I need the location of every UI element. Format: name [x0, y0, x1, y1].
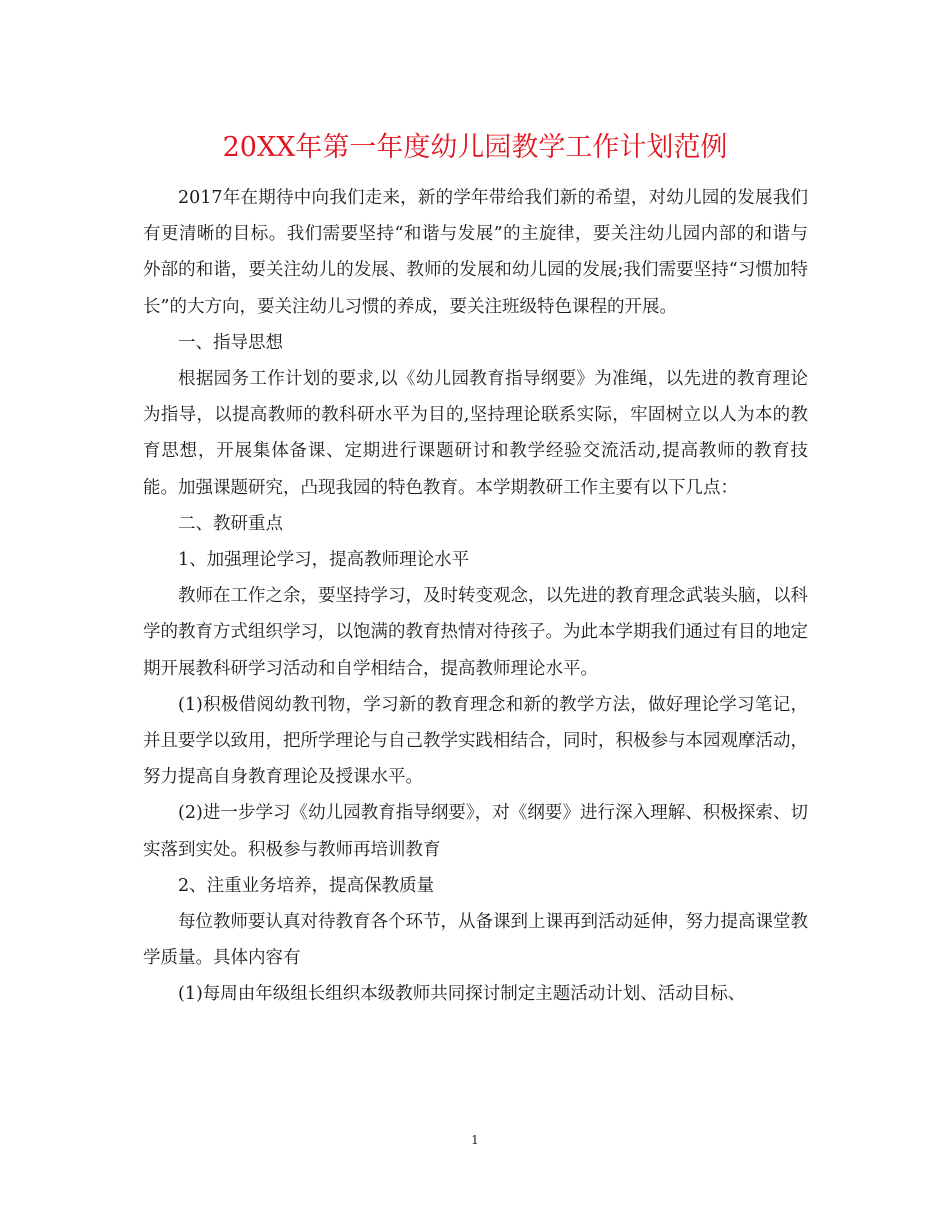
- list-item-2: (2)进一步学习《幼儿园教育指导纲要》，对《纲要》进行深入理解、积极探索、切实落到实处。积极参与教师再培训教育: [143, 803, 808, 860]
- subheading-business-training: 2、注重业务培养，提高保教质量: [178, 875, 435, 896]
- paragraph-guiding-ideology: 根据园务工作计划的要求,以《幼儿园教育指导纲要》为准绳，以先进的教育理论为指导，以提高教师的教科研水平为目的,坚持理论联系实际，牢固树立以人为本的教育思想，开展集体备课、定期进行课题研讨和教学经验交流活动,提高教师的教育技能。加强课题研究，凸现我园的特色教育。本学期教研工作主要有以下几点：: [143, 369, 808, 498]
- page-number: 1: [471, 1133, 479, 1147]
- paragraph-business-training: 每位教师要认真对待教育各个环节，从备课到上课再到活动延伸，努力提高课堂教学质量。具体内容有: [143, 912, 808, 969]
- subheading-theory-study: 1、加强理论学习，提高教师理论水平: [178, 550, 470, 571]
- document-title: 20XX年第一年度幼儿园教学工作计划范例: [222, 132, 728, 163]
- paragraph-theory-study: 教师在工作之余，要坚持学习，及时转变观念，以先进的教育理念武装头脑，以科学的教育方式组织学习，以饱满的教育热情对待孩子。为此本学期我们通过有目的地定期开展教科研学习活动和自学相结合，提高教师理论水平。: [143, 586, 808, 679]
- list-item-1: (1)积极借阅幼教刊物，学习新的教育理念和新的教学方法，做好理论学习笔记，并且要学以致用，把所学理论与自己教学实践相结合，同时，积极参与本园观摩活动，努力提高自身教育理论及授课水平。: [143, 694, 808, 788]
- document-body: [143, 180, 808, 1013]
- heading-guiding-ideology: 一、指导思想: [178, 332, 283, 353]
- list-item-3: (1)每周由年级组长组织本级教师共同探讨制定主题活动计划、活动目标、: [178, 984, 746, 1005]
- paragraph-intro: 2017年在期待中向我们走来，新的学年带给我们新的希望，对幼儿园的发展我们有更清晰的目标。我们需要坚持“和谐与发展”的主旋律，要关注幼儿园内部的和谐与外部的和谐，要关注幼儿的发展、教师的发展和幼儿园的发展;我们需要坚持“习惯加特长”的大方向，要关注幼儿习惯的养成，要关注班级特色课程的开展。: [143, 188, 808, 317]
- heading-research-focus: 二、教研重点: [178, 513, 283, 534]
